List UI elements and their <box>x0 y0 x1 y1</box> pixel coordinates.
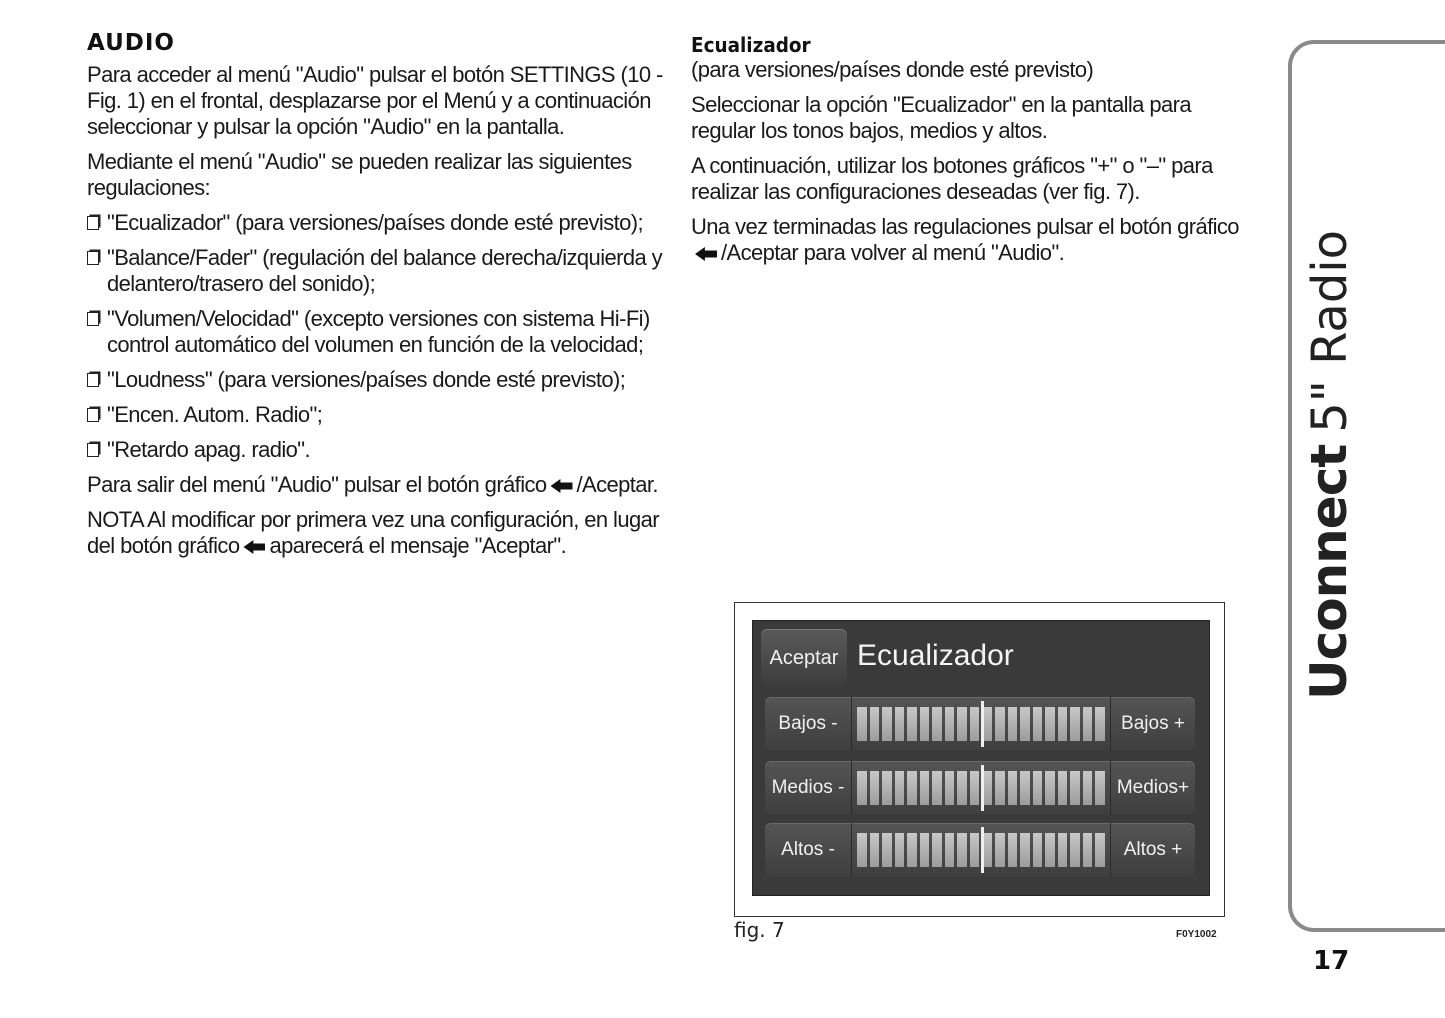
left-column <box>87 30 667 568</box>
eq-level-bar[interactable] <box>855 769 1107 807</box>
list-item: "Encen. Autom. Radio"; <box>87 402 667 428</box>
medios-plus-button[interactable]: Medios+ <box>1110 761 1195 815</box>
checkbox-bullet-icon <box>87 312 99 326</box>
altos-plus-button[interactable]: Altos + <box>1110 823 1195 877</box>
eq-center-marker <box>981 701 984 747</box>
list-item: "Retardo apag. radio". <box>87 437 667 463</box>
bajos-plus-button[interactable]: Bajos + <box>1110 697 1195 751</box>
eq-row-altos <box>765 823 1195 877</box>
checkbox-bullet-icon <box>87 373 99 387</box>
paragraph-access: Para acceder al menú "Audio" pulsar el botón SETTINGS (10 - Fig. 1) en el frontal, desplazarse por el Menú y a continuación seleccionar y pulsar la opción "Audio" en la pantalla. <box>87 62 663 139</box>
paragraph-availability: (para versiones/países donde esté previsto) <box>691 57 1094 82</box>
paragraph-select: Seleccionar la opción "Ecualizador" en la pantalla para regular los tonos bajos, medios y altos. <box>691 92 1191 143</box>
back-arrow-icon <box>695 247 717 261</box>
screen-title: Ecualizador <box>857 639 1014 672</box>
checkbox-bullet-icon <box>87 443 99 457</box>
medios-minus-button[interactable]: Medios - <box>765 761 852 815</box>
figure-code: F0Y1002 <box>1176 929 1217 940</box>
eq-center-marker <box>981 827 984 873</box>
accept-button[interactable]: Aceptar <box>761 629 847 687</box>
list-item: "Balance/Fader" (regulación del balance derecha/izquierda y delantero/trasero del sonido); <box>87 245 667 297</box>
paragraph-finish: Una vez terminadas las regulaciones pulsar el botón gráfico /Aceptar para volver al menú "Audio". <box>691 214 1239 265</box>
subtitle-ecualizador: Ecualizador <box>691 33 811 57</box>
list-item: "Loudness" (para versiones/países donde esté previsto); <box>87 367 667 393</box>
back-arrow-icon <box>243 540 265 554</box>
paragraph-note: NOTA Al modificar por primera vez una configuración, en lugar del botón gráfico aparecerá el mensaje "Aceptar". <box>87 507 659 558</box>
back-arrow-icon <box>551 479 573 493</box>
list-item: "Volumen/Velocidad" (excepto versiones con sistema Hi-Fi) control automático del volumen en función de la velocidad; <box>87 306 667 358</box>
checkbox-bullet-icon <box>87 408 99 422</box>
paragraph-exit: Para salir del menú "Audio" pulsar el botón gráfico /Aceptar. <box>87 472 658 497</box>
eq-row-medios <box>765 761 1195 815</box>
checkbox-bullet-icon <box>87 251 99 265</box>
list-item: "Ecualizador" (para versiones/países donde esté previsto); <box>87 210 667 236</box>
equalizer-screen <box>752 620 1210 896</box>
radio-model: 5" Radio <box>1302 230 1358 433</box>
page-number: 17 <box>1313 946 1350 976</box>
figure-caption: fig. 7 <box>734 918 785 942</box>
bajos-minus-button[interactable]: Bajos - <box>765 697 852 751</box>
eq-center-marker <box>981 765 984 811</box>
paragraph-buttons: A continuación, utilizar los botones gráficos "+" o "–" para realizar las configuraciones deseadas (ver fig. 7). <box>691 153 1213 204</box>
uconnect-logo: Uconnect <box>1300 444 1358 700</box>
eq-level-bar[interactable] <box>855 831 1107 869</box>
paragraph-regulations: Mediante el menú "Audio" se pueden realizar las siguientes regulaciones: <box>87 149 632 200</box>
eq-row-bajos <box>765 697 1195 751</box>
chapter-logo <box>1300 230 1445 700</box>
checkbox-bullet-icon <box>87 216 99 230</box>
altos-minus-button[interactable]: Altos - <box>765 823 852 877</box>
section-title-audio: AUDIO <box>87 30 175 56</box>
eq-level-bar[interactable] <box>855 705 1107 743</box>
right-column <box>691 33 1251 275</box>
